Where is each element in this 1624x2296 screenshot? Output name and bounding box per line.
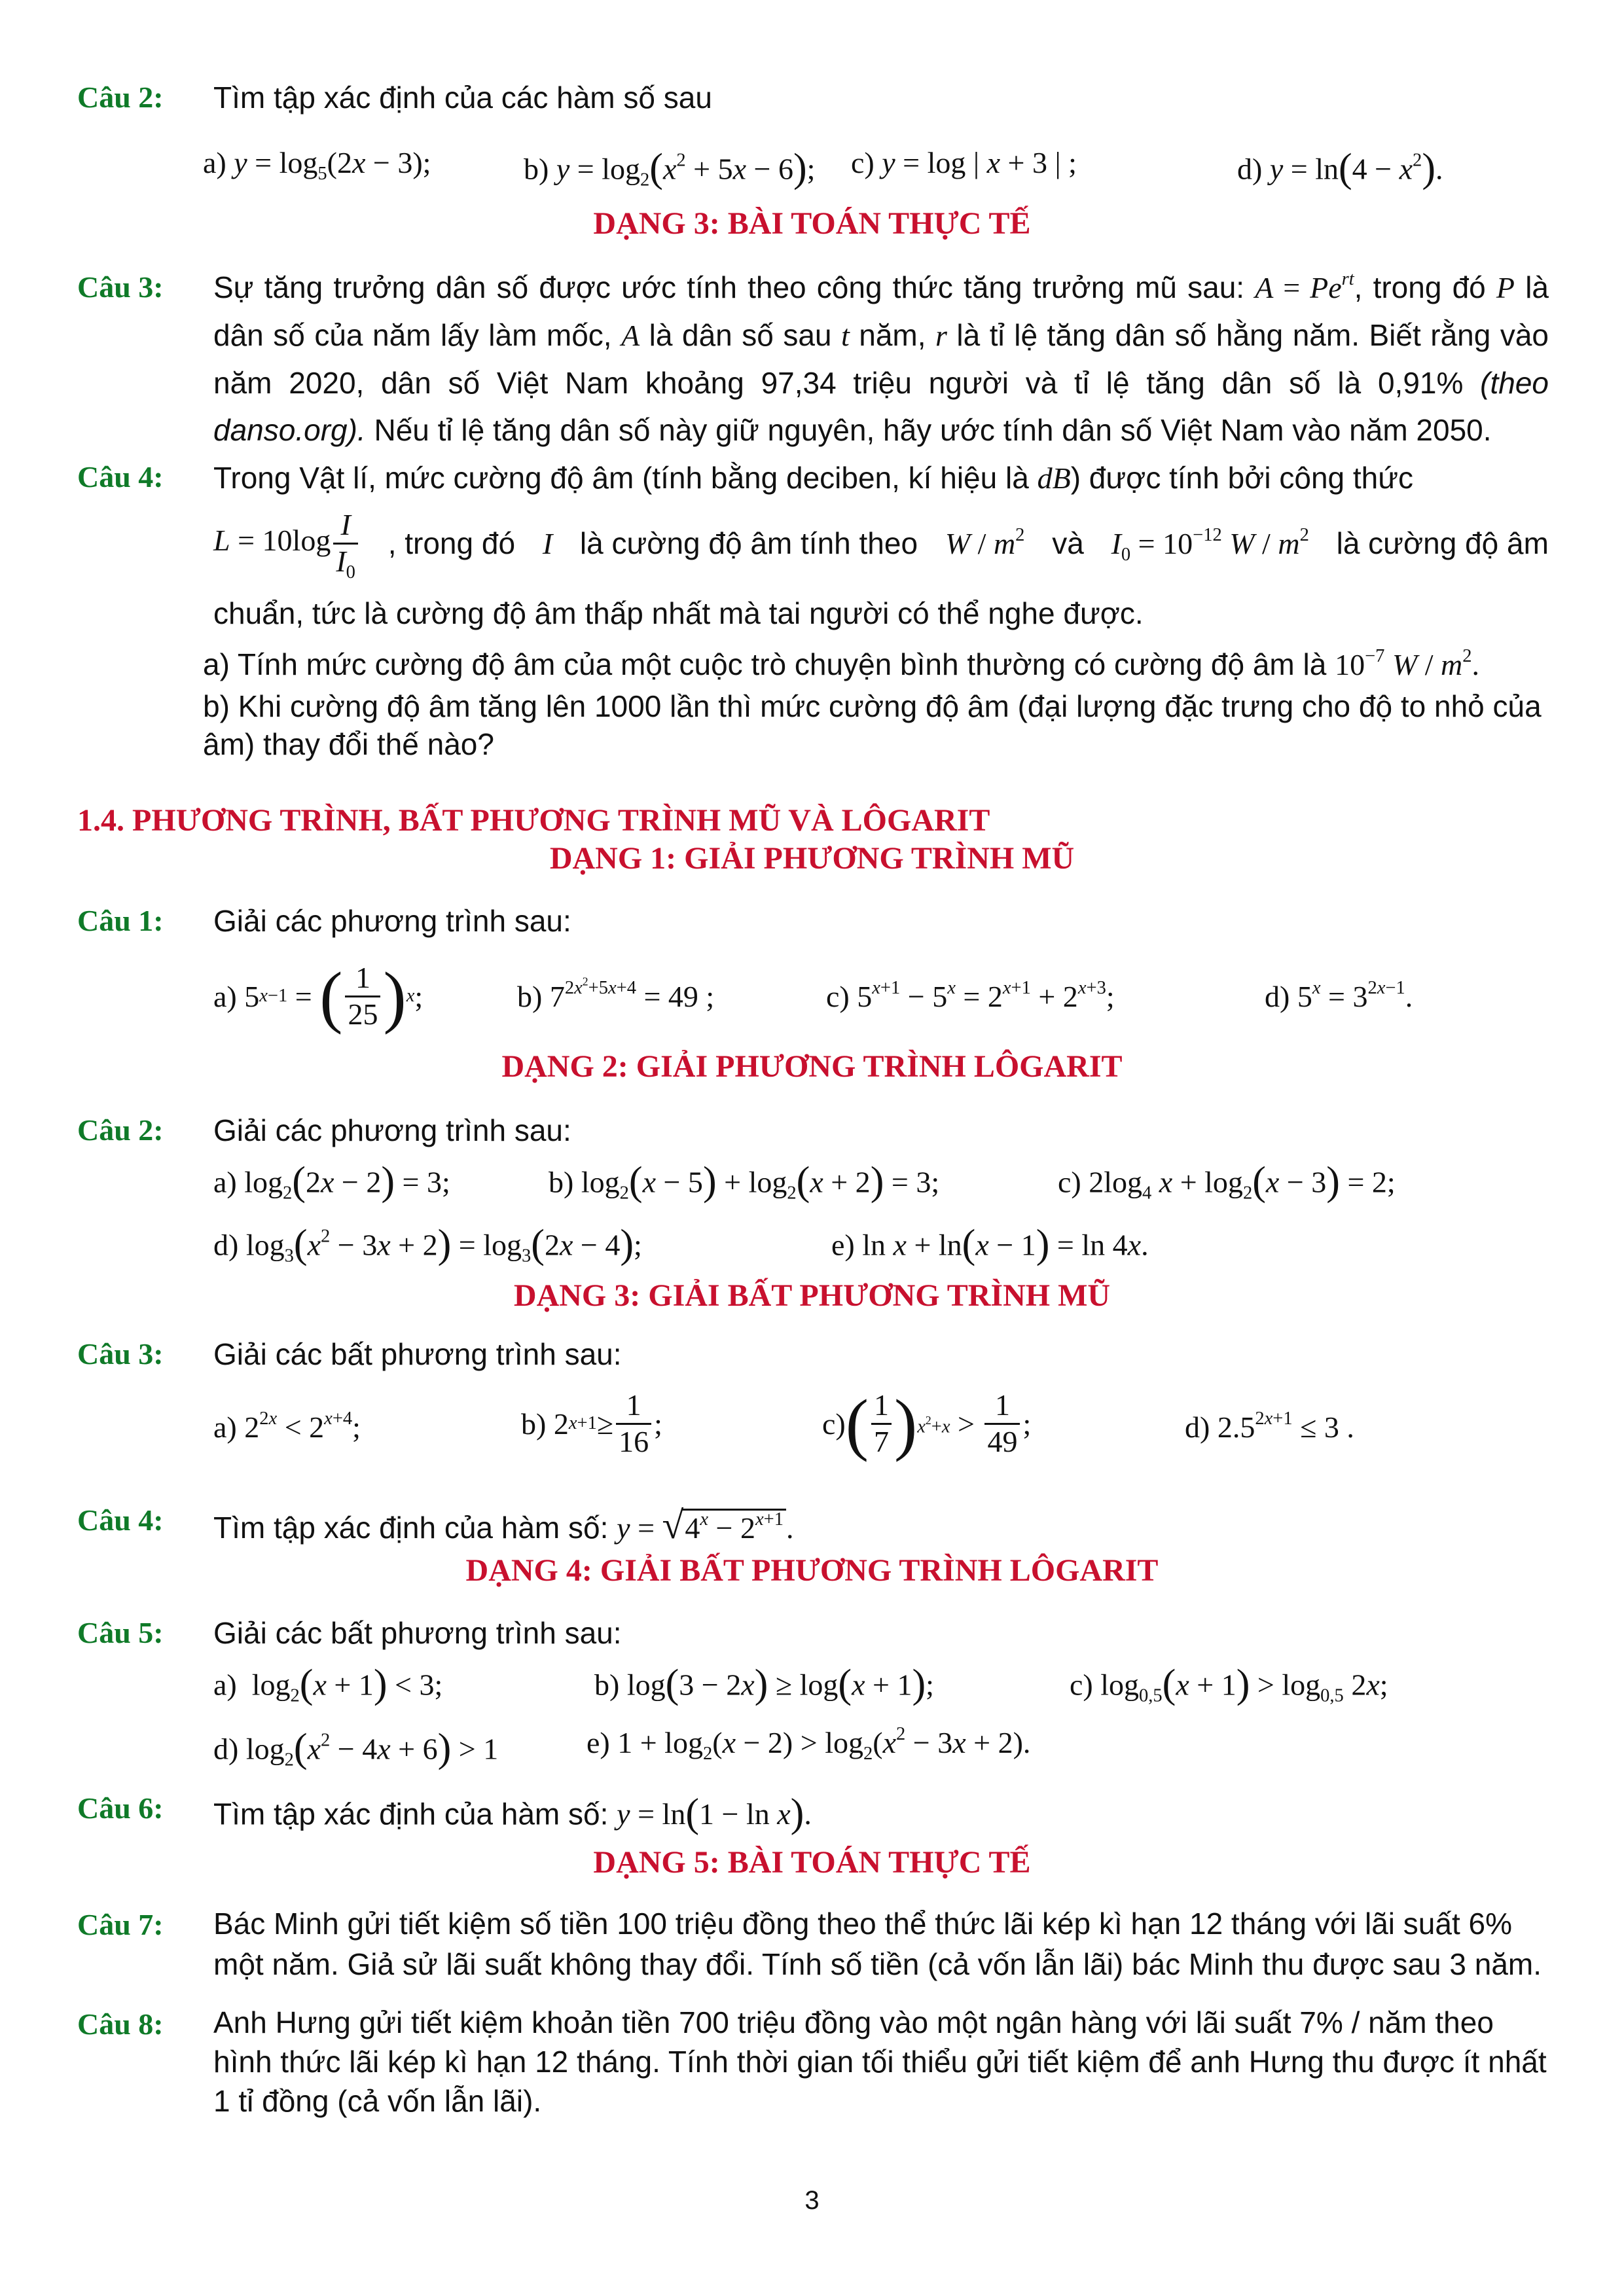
formula-item: d) $y = \ln(4 - x^2)$.: [1237, 146, 1443, 190]
question-label: Câu 3:: [77, 1337, 164, 1371]
question-label: Câu 2:: [77, 81, 164, 114]
formula-item: a) $\log_2(2x - 2) = 3$;: [213, 1159, 450, 1204]
formula-item: d) $5^x = 3^{2x-1}$.: [1265, 978, 1413, 1013]
question-paragraph: Anh Hưng gửi tiết kiệm khoản tiền 700 triệu đồng vào một ngân hàng với lãi suất 7% / năm theo hình thức lãi kép kì hạn 12 tháng. Tính thời gian tối thiểu gửi tiết kiệm để anh Hưng thu được ít nhất 1 tỉ đồng (cả vốn lẫn lãi).: [213, 2005, 1547, 2118]
question-paragraph: Sự tăng trưởng dân số được ước tính theo công thức tăng trưởng mũ sau: $A = Pe^{rt}$, trong đó P là dân số của năm lấy làm mốc, A là dân số sau t năm, r là tỉ lệ tăng dân số hằng năm. Biết rằng vào năm 2020, dân số Việt Nam khoảng 97,34 triệu người và tỉ lệ tăng dân số là 0,91% (theo danso.org). Nếu tỉ lệ tăng dân số này giữ nguyên, hãy ước tính dân số Việt Nam vào năm 2050.: [213, 269, 1549, 447]
page-number: 3: [804, 2186, 820, 2215]
formula-item: a) 5 x−1 = ( $\frac{1}{25}$ ) x ;: [213, 958, 424, 1035]
formula-item: c) $5^{x+1} - 5^x = 2^{x+1} + 2^{x+3}$;: [826, 978, 1115, 1013]
formula-item: d) $\log_3(x^2 - 3x + 2) = \log_3(2x - 4)$;: [213, 1222, 642, 1266]
formula-item: b) log(3 − 2x) ≥ log(x + 1);: [594, 1662, 934, 1706]
formula-item: d) $\log_2(x^2 - 4x + 6) > 1$: [213, 1726, 499, 1770]
formula-item: b) 2 x+1 ≥ $\frac{1}{16}$ ;: [521, 1388, 662, 1458]
question-text: Giải các bất phương trình sau:: [213, 1337, 622, 1371]
section-heading: DẠNG 3: BÀI TOÁN THỰC TẾ: [593, 206, 1031, 241]
formula-item: d) $2.5^{2x+1} \le 3$ .: [1185, 1408, 1354, 1444]
section-heading: DẠNG 2: GIẢI PHƯƠNG TRÌNH LÔGARIT: [501, 1049, 1123, 1084]
section-title: 1.4. PHƯƠNG TRÌNH, BẤT PHƯƠNG TRÌNH MŨ VÀ LÔGARIT: [77, 803, 990, 838]
subquestion: a) Tính mức cường độ âm của một cuộc trò chuyện bình thường có cường độ âm là $10^{-7}$ W / $m^2$.: [203, 646, 1480, 681]
formula-item: c) $\log_{0,5}(x + 1) > \log_{0,5} 2x$;: [1070, 1662, 1388, 1706]
question-label: Câu 7:: [77, 1908, 164, 1941]
formula-item: c) ( $\frac{1}{7}$ ) $x^2+x$ > $\frac{1}{49}$ ;: [822, 1385, 1032, 1462]
question-text: Giải các bất phương trình sau:: [213, 1616, 622, 1650]
formula-item: c) $2\log_4$ $x + \log_2(x - 3) = 2$;: [1058, 1159, 1396, 1204]
question-label: Câu 5:: [77, 1616, 164, 1649]
question-label: Câu 2:: [77, 1113, 164, 1147]
formula-item: a) $y = \log_5(2x - 3)$;: [203, 146, 431, 184]
question-text: chuẩn, tức là cường độ âm thấp nhất mà tai người có thể nghe được.: [213, 596, 1144, 630]
question-label: Câu 4:: [77, 460, 164, 493]
question-label: Câu 3:: [77, 270, 164, 304]
section-heading: DẠNG 3: GIẢI BẤT PHƯƠNG TRÌNH MŨ: [513, 1278, 1111, 1313]
section-heading: DẠNG 5: BÀI TOÁN THỰC TẾ: [593, 1845, 1031, 1880]
section-heading: DẠNG 4: GIẢI BẤT PHƯƠNG TRÌNH LÔGARIT: [465, 1553, 1159, 1588]
question-paragraph: Trong Vật lí, mức cường độ âm (tính bằng deciben, kí hiệu là dB) được tính bởi công thức: [213, 461, 1414, 495]
formula-item: a) $2^{2x} < 2^{x+4}$;: [213, 1408, 361, 1444]
question-label: Câu 8:: [77, 2007, 164, 2041]
subquestion: b) Khi cường độ âm tăng lên 1000 lần thì mức cường độ âm (đại lượng đặc trưng cho độ to nhỏ của âm) thay đổi thế nào?: [203, 689, 1542, 761]
question-text: Giải các phương trình sau:: [213, 1113, 571, 1147]
formula-item: b) $y = \log_2(x^2 + 5x - 6)$;: [524, 146, 816, 190]
question-text: Giải các phương trình sau:: [213, 904, 571, 938]
question-text: Tìm tập xác định của hàm số: $y = √4^x - 2^{x+1}$.: [213, 1503, 794, 1547]
question-paragraph: Bác Minh gửi tiết kiệm số tiền 100 triệu đồng theo thể thức lãi kép kì hạn 12 tháng với lãi suất 6% một năm. Giả sử lãi suất không thay đổi. Tính số tiền (cả vốn lẫn lãi) bác Minh thu được sau 3 năm.: [213, 1907, 1542, 1981]
section-heading: DẠNG 1: GIẢI PHƯƠNG TRÌNH MŨ: [549, 841, 1075, 876]
question-label: Câu 4:: [77, 1503, 164, 1537]
formula-item: a) $\log_2(x + 1) < 3$;: [213, 1662, 443, 1706]
question-label: Câu 1:: [77, 904, 164, 937]
question-text: Tìm tập xác định của hàm số: y = ln(1 − ln x).: [213, 1791, 812, 1836]
question-label: Câu 6:: [77, 1791, 164, 1825]
formula-item: b) $\log_2(x - 5) + \log_2(x + 2) = 3$;: [549, 1159, 940, 1204]
formula-line: L = 10log $\frac{I}{I_0}$ , trong đó I là cường độ âm tính theo W / $m^2$ và $I_0 = 10^{-12}$ W / $m^2$ là cường độ âm: [213, 507, 1549, 583]
formula-item: e) ln x + ln(x − 1) = ln 4x.: [831, 1222, 1149, 1266]
formula-item: b) $7^{2x^2+5x+4} = 49$ ;: [517, 975, 715, 1013]
question-text: Tìm tập xác định của các hàm số sau: [213, 81, 712, 115]
formula-item: c) y = log | x + 3 | ;: [851, 146, 1077, 179]
formula-item: e) $1 + \log_2(x - 2) > \log_2(x^2 - 3x + 2)$.: [586, 1724, 1031, 1764]
